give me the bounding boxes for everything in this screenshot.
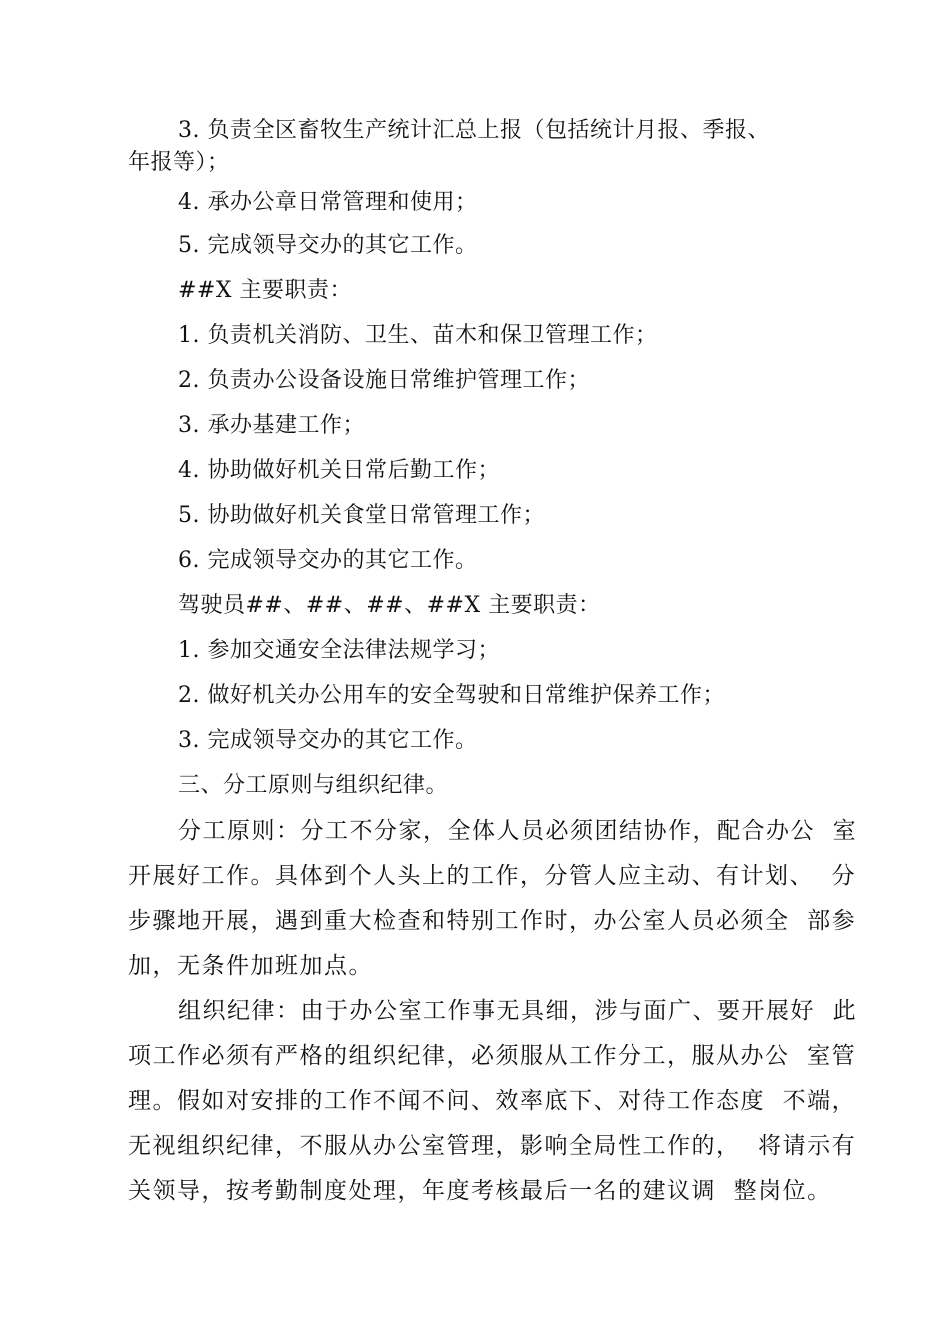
text-line: 6. 完成领导交办的其它工作。 <box>178 548 478 573</box>
paragraph-line: 开展好工作。具体到个人头上的工作，分管人应主动、有计划、 分 <box>128 863 857 889</box>
text-line: 3. 完成领导交办的其它工作。 <box>178 728 478 753</box>
text-line: 年报等）； <box>128 150 230 175</box>
text-line: 4. 承办公章日常管理和使用； <box>178 190 478 215</box>
text-line: 3. 承办基建工作； <box>178 413 365 438</box>
text-line: 5. 完成领导交办的其它工作。 <box>178 233 478 258</box>
text-line: 3. 负责全区畜牧生产统计汇总上报（包括统计月报、季报、 <box>178 118 770 143</box>
text-line: 2. 做好机关办公用车的安全驾驶和日常维护保养工作； <box>178 683 725 708</box>
section-heading: ##X 主要职责： <box>178 278 353 303</box>
paragraph-line: 组织纪律：由于办公室工作事无具细，涉与面广、要开展好 此 <box>178 998 858 1024</box>
text-line: 1. 负责机关消防、卫生、苗木和保卫管理工作； <box>178 323 658 348</box>
paragraph-line: 无视组织纪律，不服从办公室管理，影响全局性工作的， 将请示有 <box>128 1133 857 1159</box>
paragraph-line: 关领导，按考勤制度处理，年度考核最后一名的建议调 整岗位。 <box>128 1178 832 1204</box>
text-line: 4. 协助做好机关日常后勤工作； <box>178 458 500 483</box>
paragraph-line: 分工原则：分工不分家，全体人员必须团结协作，配合办公 室 <box>178 818 858 844</box>
paragraph-line: 步骤地开展，遇到重大检查和特别工作时，办公室人员必须全 部参 <box>128 908 857 934</box>
text-line: 5. 协助做好机关食堂日常管理工作； <box>178 503 545 528</box>
text-line: 1. 参加交通安全法律法规学习； <box>178 638 500 663</box>
section-heading: 三、分工原则与组织纪律。 <box>178 773 449 798</box>
section-heading: 驾驶员##、##、##、##X 主要职责： <box>178 593 601 618</box>
text-line: 2. 负责办公设备设施日常维护管理工作； <box>178 368 590 393</box>
paragraph-line: 加，无条件加班加点。 <box>128 953 373 979</box>
paragraph-line: 理。假如对安排的工作不闻不问、效率底下、对待工作态度 不端， <box>128 1088 857 1114</box>
paragraph-line: 项工作必须有严格的组织纪律，必须服从工作分工，服从办公 室管 <box>128 1043 857 1069</box>
